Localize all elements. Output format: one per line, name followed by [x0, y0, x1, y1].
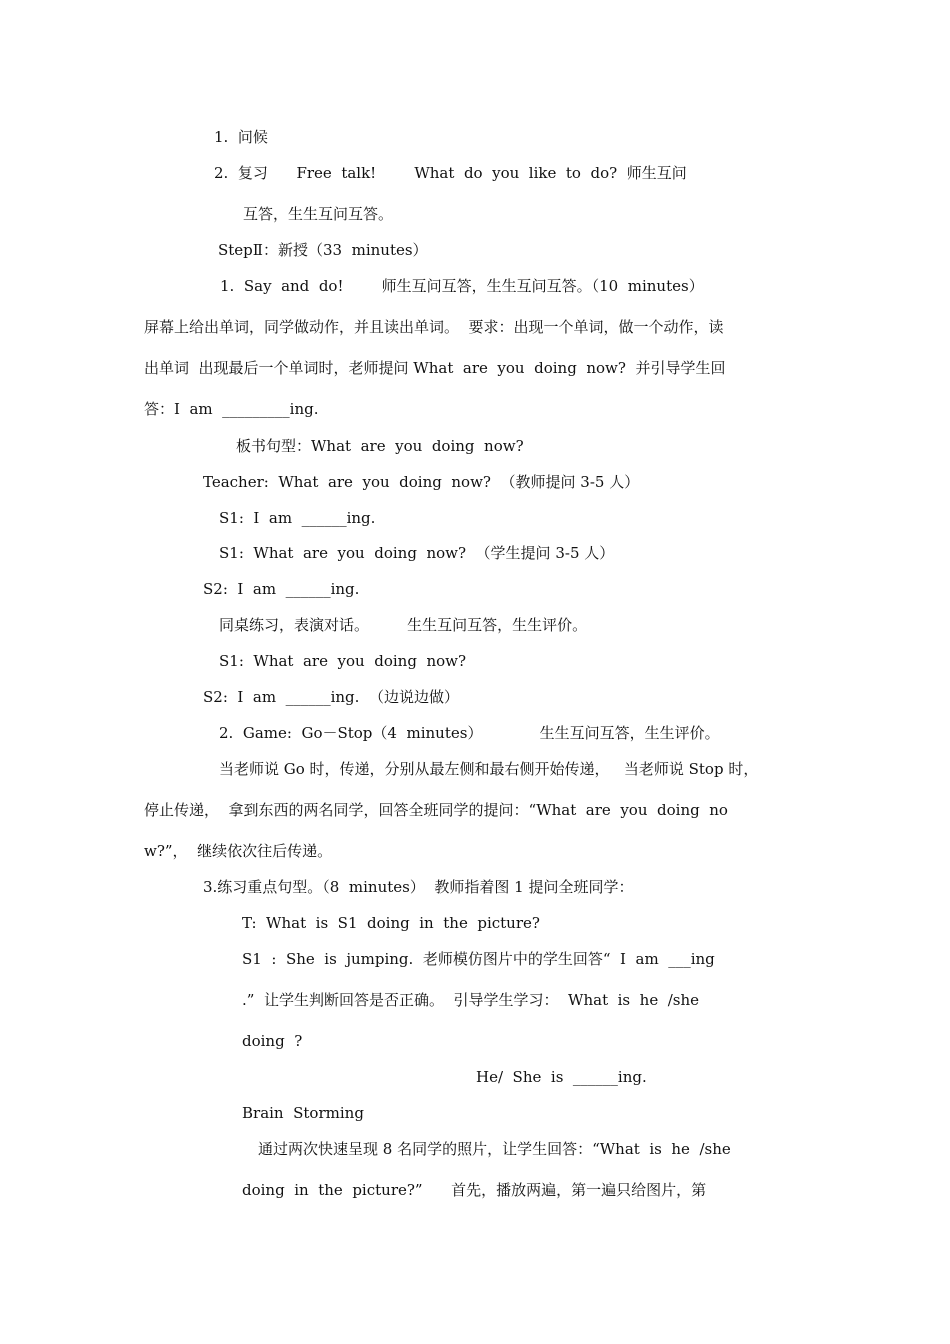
sentence-pattern: He/ She is ______ing.: [476, 1068, 647, 1086]
section-heading: StepⅡ：新授（33 minutes）: [218, 241, 428, 259]
list-item-greeting: 1. 问候: [214, 128, 268, 146]
paragraph-line: 通过两次快速呈现 8 名同学的照片，让学生回答：“What is he /she: [258, 1140, 731, 1158]
list-item-game: 2. Game: Go－Stop（4 minutes） 生生互问互答，生生评价。: [219, 724, 720, 742]
paragraph-line: 互答，生生互问互答。: [243, 205, 394, 223]
dialogue-line: S1: I am ______ing.: [219, 509, 376, 527]
dialogue-line: S2: I am ______ing.: [203, 580, 360, 598]
board-sentence: 板书句型：What are you doing now?: [236, 437, 524, 455]
dialogue-line: S1: What are you doing now? （学生提问 3-5 人）: [219, 544, 615, 562]
paragraph-line: 同桌练习，表演对话。 生生互问互答，生生评价。: [219, 616, 588, 634]
list-item-practice: 3.练习重点句型。（8 minutes） 教师指着图 1 提问全班同学：: [203, 878, 634, 896]
paragraph-line: 屏幕上给出单词，同学做动作，并且读出单词。 要求：出现一个单词，做一个动作，读: [144, 318, 724, 336]
paragraph-line: 当老师说 Go 时，传递，分别从最左侧和最右侧开始传递， 当老师说 Stop 时，: [219, 760, 759, 778]
dialogue-line: T: What is S1 doing in the picture?: [242, 914, 540, 932]
list-item-review: 2. 复习 Free talk! What do you like to do? 师生互问: [214, 164, 687, 182]
dialogue-line: S1: What are you doing now?: [219, 652, 467, 670]
list-item-say-and-do: 1. Say and do! 师生互问互答，生生互问互答。（10 minutes）: [220, 277, 704, 295]
paragraph-line: 停止传递， 拿到东西的两名同学，回答全班同学的提问：“What are you doing no: [144, 801, 728, 819]
paragraph-line: doing ?: [242, 1032, 303, 1050]
dialogue-line: S2: I am ______ing. （边说边做）: [203, 688, 459, 706]
activity-heading: Brain Storming: [242, 1104, 364, 1122]
paragraph-line: 出单词 出现最后一个单词时，老师提问 What are you doing now? 并引导学生回: [144, 359, 726, 377]
dialogue-line: Teacher: What are you doing now? （教师提问 3-5 人）: [203, 473, 640, 491]
paragraph-line: .” 让学生判断回答是否正确。 引导学生学习： What is he /she: [242, 991, 700, 1009]
dialogue-line: S1 : She is jumping. 老师模仿图片中的学生回答“ I am ___ing: [242, 950, 715, 968]
paragraph-line: 答：I am _________ing.: [144, 400, 319, 418]
paragraph-line: doing in the picture?” 首先，播放两遍，第一遍只给图片，第: [242, 1181, 707, 1199]
paragraph-line: w?”， 继续依次往后传递。: [144, 842, 333, 860]
